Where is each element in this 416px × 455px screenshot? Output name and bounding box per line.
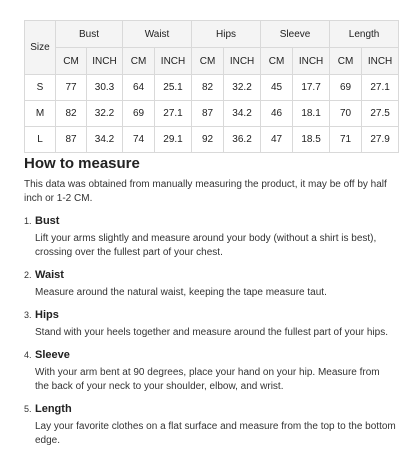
size-chart-table [24, 20, 399, 153]
table-group-header-row [25, 21, 399, 48]
unit-inch-header: INCH [362, 48, 399, 75]
table-cell: 87 [56, 127, 87, 153]
table-cell: 30.3 [87, 75, 123, 101]
list-item [24, 348, 396, 394]
unit-inch-header: INCH [87, 48, 123, 75]
unit-cm-header: CM [192, 48, 224, 75]
step-title-length: Length [35, 403, 72, 415]
step-title-waist: Waist [35, 269, 64, 281]
table-cell: 29.1 [155, 127, 192, 153]
step-description: With your arm bent at 90 degrees, place your hand on your hip. Measure from the back of your neck to your shoulder, elbow, and wrist. [35, 367, 380, 392]
table-cell: 18.5 [293, 127, 330, 153]
table-cell: 74 [123, 127, 155, 153]
step-number: 2. [24, 270, 32, 280]
unit-cm-header: CM [123, 48, 155, 75]
step-description: Lay your favorite clothes on a flat surface and measure from the top to the bottom edge. [35, 421, 396, 446]
step-number: 5. [24, 404, 32, 414]
sleeve-header: Sleeve [261, 21, 330, 48]
unit-cm-header: CM [261, 48, 293, 75]
step-title-sleeve: Sleeve [35, 349, 70, 361]
table-cell: 45 [261, 75, 293, 101]
list-item [24, 402, 396, 448]
waist-header: Waist [123, 21, 192, 48]
list-item [24, 308, 396, 340]
length-header: Length [330, 21, 399, 48]
table-cell: 32.2 [87, 101, 123, 127]
guide-heading: How to measure [24, 155, 140, 172]
step-number: 1. [24, 216, 32, 226]
step-title-hips: Hips [35, 309, 59, 321]
table-cell: 32.2 [224, 75, 261, 101]
list-item [24, 214, 396, 260]
table-cell: 27.5 [362, 101, 399, 127]
step-number: 3. [24, 310, 32, 320]
list-item [24, 268, 396, 300]
table-row [25, 75, 399, 101]
bust-header: Bust [56, 21, 123, 48]
table-cell: 27.1 [362, 75, 399, 101]
size-cell: S [25, 75, 56, 101]
table-cell: 87 [192, 101, 224, 127]
table-cell: 34.2 [87, 127, 123, 153]
table-cell: 27.9 [362, 127, 399, 153]
table-cell: 69 [123, 101, 155, 127]
unit-inch-header: INCH [155, 48, 192, 75]
guide-intro: This data was obtained from manually measuring the product, it may be off by half inch or 1-2 CM. [24, 179, 387, 204]
table-cell: 17.7 [293, 75, 330, 101]
size-cell: L [25, 127, 56, 153]
measure-guide [24, 155, 396, 448]
table-cell: 46 [261, 101, 293, 127]
table-cell: 36.2 [224, 127, 261, 153]
step-description: Stand with your heels together and measure around the fullest part of your hips. [35, 327, 388, 338]
unit-cm-header: CM [56, 48, 87, 75]
step-description: Measure around the natural waist, keeping the tape measure taut. [35, 287, 327, 298]
table-cell: 69 [330, 75, 362, 101]
table-row [25, 101, 399, 127]
unit-cm-header: CM [330, 48, 362, 75]
hips-header: Hips [192, 21, 261, 48]
table-cell: 82 [56, 101, 87, 127]
step-title-bust: Bust [35, 215, 60, 227]
table-cell: 47 [261, 127, 293, 153]
table-cell: 64 [123, 75, 155, 101]
table-unit-header-row [25, 48, 399, 75]
table-row [25, 127, 399, 153]
unit-inch-header: INCH [224, 48, 261, 75]
measure-steps-list [24, 214, 396, 448]
step-description: Lift your arms slightly and measure around your body (without a shirt is best), crossing over the fullest part of your chest. [35, 233, 377, 258]
table-cell: 92 [192, 127, 224, 153]
table-cell: 25.1 [155, 75, 192, 101]
table-cell: 34.2 [224, 101, 261, 127]
table-cell: 71 [330, 127, 362, 153]
size-cell: M [25, 101, 56, 127]
size-column-header: Size [25, 21, 56, 75]
table-cell: 77 [56, 75, 87, 101]
table-cell: 70 [330, 101, 362, 127]
step-number: 4. [24, 350, 32, 360]
table-cell: 18.1 [293, 101, 330, 127]
table-cell: 82 [192, 75, 224, 101]
unit-inch-header: INCH [293, 48, 330, 75]
table-cell: 27.1 [155, 101, 192, 127]
